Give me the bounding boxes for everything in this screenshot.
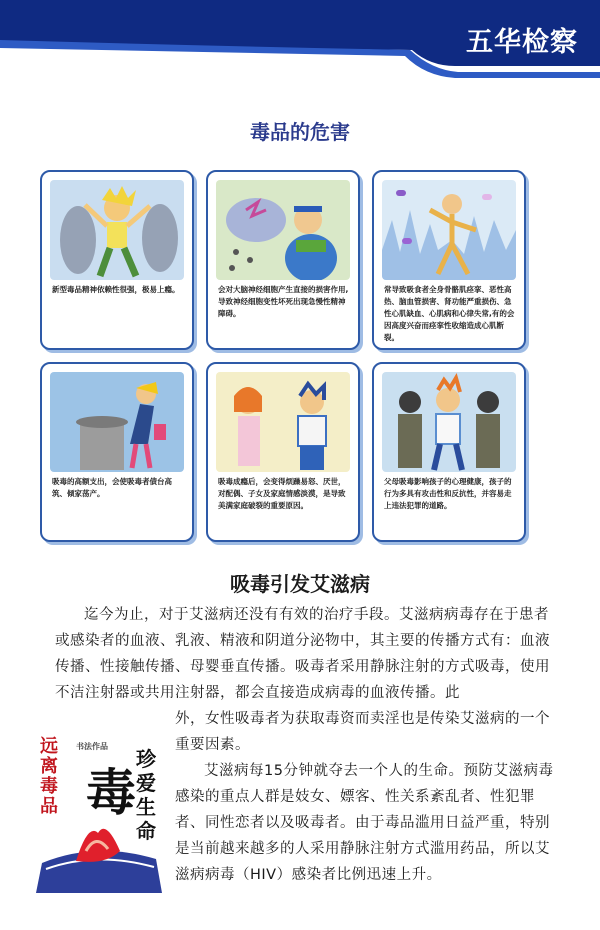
card-caption: 常导致吸食者全身骨骼肌痉挛、恶性高热、脑血管损害、肾功能严重损伤、急性心肌缺血、心肌病和心律失常,有的会因高度兴奋而痉挛性收缩造成心肌断裂。 (384, 285, 515, 342)
section-title-drug-harm: 毒品的危害 (250, 120, 350, 144)
convulsion-illustration (382, 180, 516, 280)
header-banner (0, 0, 600, 82)
card-caption: 吸毒成瘾后，会变得烦躁易怒、厌世，对配偶、子女及家庭情感淡漠，是导致美满家庭破裂的重要原因。 (218, 477, 346, 510)
poster-left-text: 远离毒品 (40, 736, 58, 817)
poster-center-char: 毒 (86, 763, 136, 822)
poverty-trash-illustration (50, 372, 184, 472)
harm-card-5 (206, 362, 360, 542)
card-caption: 父母吸毒影响孩子的心理健康，孩子的行为多具有攻击性和反抗性，并容易走上违法犯罪的道路。 (384, 477, 512, 510)
poster-right-text: 珍爱生命 (136, 747, 156, 843)
card-caption: 会对大脑神经细胞产生直接的损害作用,导致神经细胞变性坏死出现急慢性精神障碍。 (218, 285, 349, 318)
harm-card-2 (206, 170, 360, 350)
harm-card-4 (40, 362, 194, 542)
poster-small-text: 书法作品 (76, 741, 108, 751)
card-caption: 新型毒品精神依赖性很强，极易上瘾。 (52, 285, 180, 294)
section-title-aids: 吸毒引发艾滋病 (230, 572, 370, 596)
family-conflict-illustration (216, 372, 350, 472)
brain-damage-illustration (216, 180, 350, 280)
harm-card-1 (40, 170, 194, 350)
harm-card-3 (372, 170, 526, 350)
brand-title: 五华检察 (466, 27, 578, 58)
aids-paragraph-2: 艾滋病每15分钟就夺去一个人的生命。预防艾滋病毒感染的重点人群是妓女、嫖客、性关系紊乱者、性犯罪者、同性恋者以及吸毒者。由于毒品滥用日益严重，特别是当前越来越多的人采用静脉注射方式滥用药品，所以艾滋病病毒（HIV）感染者比例迅速上升。 (175, 763, 554, 883)
harm-card-6 (372, 362, 526, 542)
aids-paragraph-1-cont: 外，女性吸毒者为获取毒资而卖淫也是传染艾滋病的一个重要因素。 (175, 711, 550, 753)
child-crime-illustration (382, 372, 516, 472)
aids-paragraph-1: 迄今为止，对于艾滋病还没有有效的治疗手段。艾滋病病毒存在于患者或感染者的血液、乳液、精液和阴道分泌物中，其主要的传播方式有：血液传播、性接触传播、母婴垂直传播。吸毒者采用静脉注射的方式吸毒，使用不洁注射器或共用注射器，都会直接造成病毒的血液传播。此 (55, 607, 550, 701)
dancing-addict-illustration (50, 180, 184, 280)
calligraphy-poster-image (36, 733, 162, 893)
card-caption: 吸毒的高额支出，会使吸毒者债台高筑、倾家荡产。 (52, 477, 172, 498)
